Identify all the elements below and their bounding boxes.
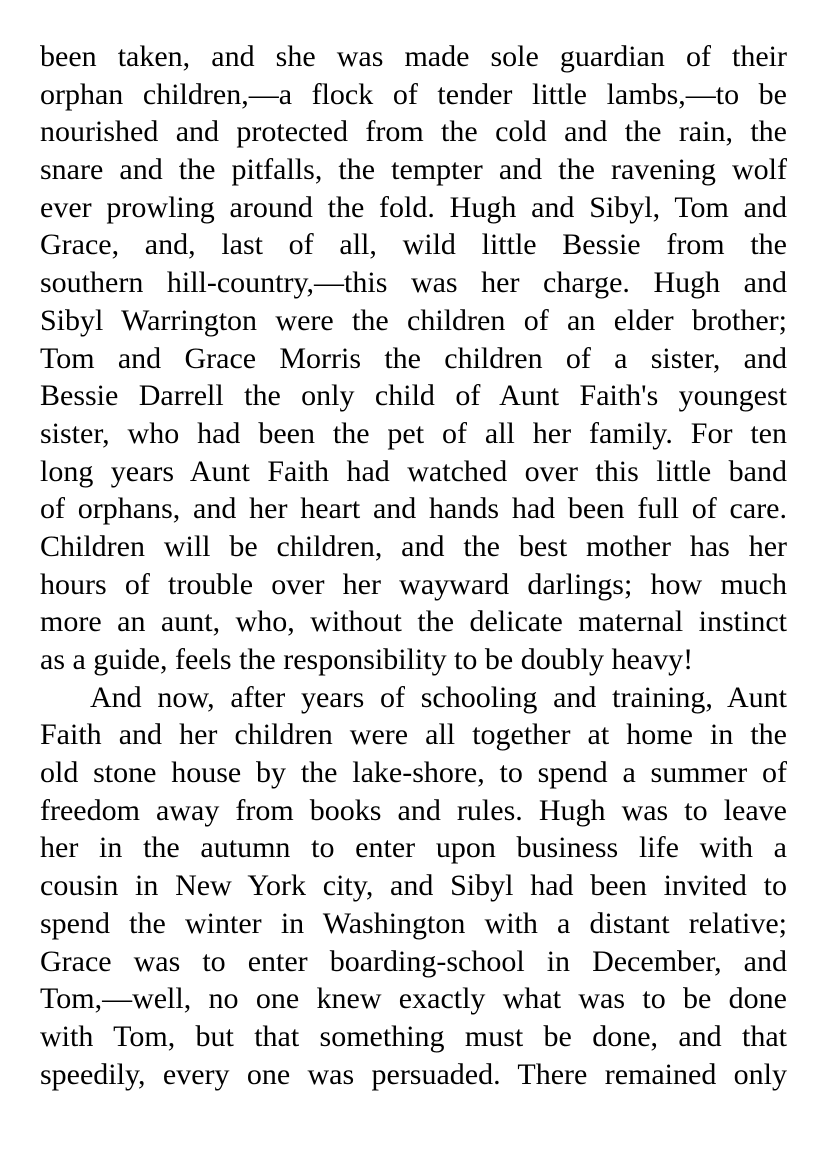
text-line: Children will be children, and the best mother has her	[40, 529, 787, 563]
text-line: Sibyl Warrington were the children of an elder brother;	[40, 303, 787, 337]
text-line: Tom,—well, no one knew exactly what was to be done	[40, 982, 787, 1016]
text-line: Grace was to enter boarding-school in December, and	[40, 944, 787, 978]
text-line: as a guide, feels the responsibility to be doubly heavy!	[40, 643, 694, 676]
text-line: cousin in New York city, and Sibyl had been invited to	[40, 869, 787, 903]
text-line: hours of trouble over her wayward darlings; how much	[40, 567, 787, 601]
text-line: with Tom, but that something must be done, and that	[40, 1019, 787, 1053]
text-line: more an aunt, who, without the delicate maternal instinct	[40, 605, 787, 639]
text-line: snare and the pitfalls, the tempter and the ravening wolf	[40, 153, 787, 187]
paragraph-2	[40, 679, 787, 1094]
text-line: of orphans, and her heart and hands had been full of care.	[40, 492, 787, 526]
text-line: ever prowling around the fold. Hugh and Sibyl, Tom and	[40, 190, 787, 224]
text-line: southern hill-country,—this was her charge. Hugh and	[40, 266, 787, 300]
text-line: orphan children,—a flock of tender little lambs,—to be	[40, 77, 787, 111]
text-line: spend the winter in Washington with a distant relative;	[40, 906, 787, 940]
text-line: long years Aunt Faith had watched over this little band	[40, 454, 787, 488]
text-line: nourished and protected from the cold and the rain, the	[40, 115, 787, 149]
text-line: sister, who had been the pet of all her family. For ten	[40, 416, 787, 450]
text-line: speedily, every one was persuaded. There remained only	[40, 1057, 787, 1091]
paragraph-1	[40, 38, 787, 679]
text-line: Grace, and, last of all, wild little Bessie from the	[40, 228, 787, 262]
text-line: freedom away from books and rules. Hugh was to leave	[40, 793, 787, 827]
text-line: her in the autumn to enter upon business life with a	[40, 831, 787, 865]
text-line: Faith and her children were all together at home in the	[40, 718, 787, 752]
text-line: Tom and Grace Morris the children of a sister, and	[40, 341, 787, 375]
page-text	[40, 38, 787, 1093]
text-line: been taken, and she was made sole guardian of their	[40, 40, 787, 73]
text-line: And now, after years of schooling and training, Aunt	[90, 680, 787, 714]
text-line: Bessie Darrell the only child of Aunt Faith's youngest	[40, 379, 787, 413]
text-line: old stone house by the lake-shore, to spend a summer of	[40, 756, 787, 790]
